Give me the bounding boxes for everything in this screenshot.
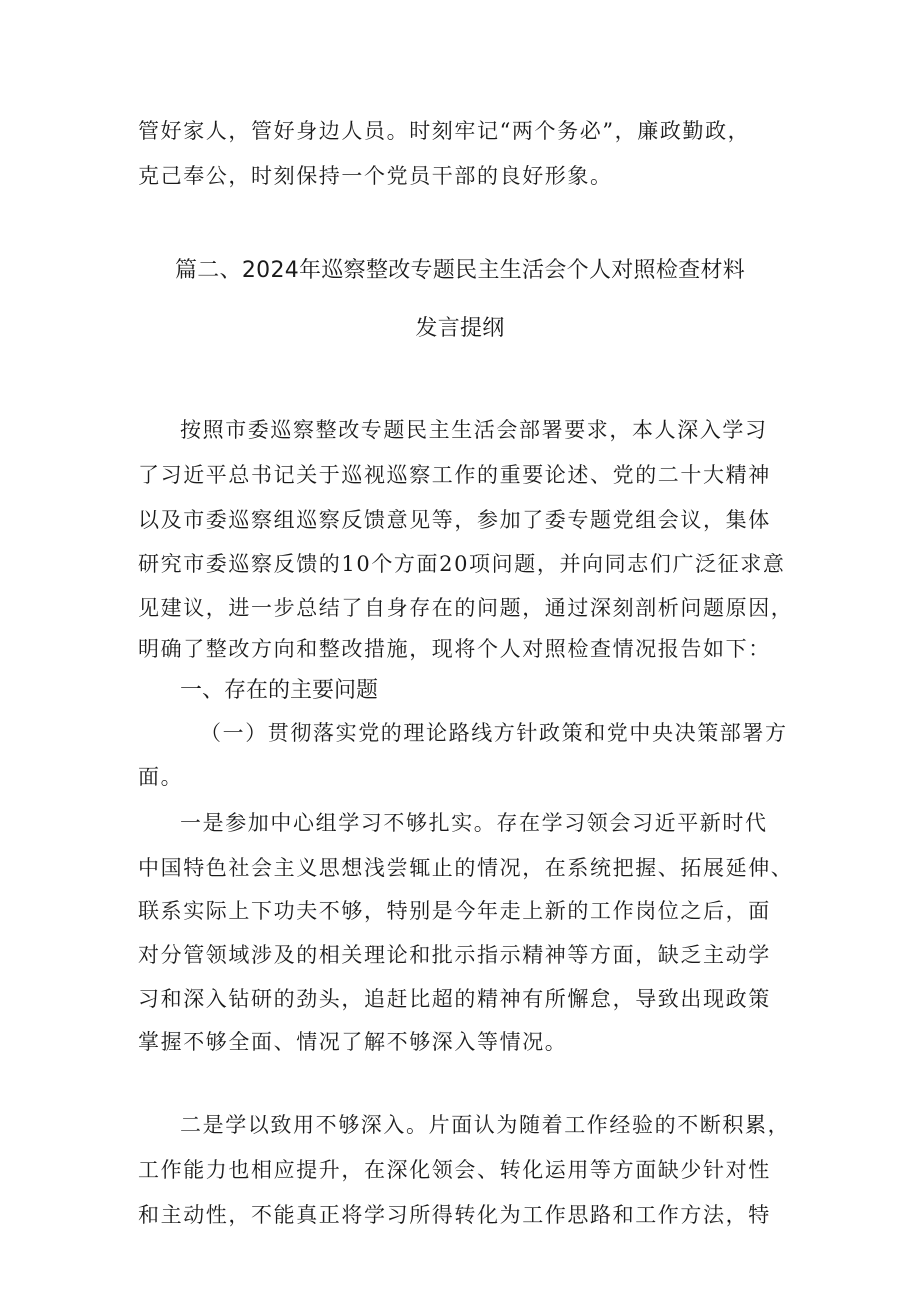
intro-paragraph-line: 见建议，进一步总结了自身存在的问题，通过深刻剖析问题原因， [138, 596, 794, 620]
paragraph-line: 一是参加中心组学习不够扎实。存在学习领会习近平新时代 [180, 811, 768, 835]
intro-paragraph-line: 研究市委巡察反馈的10个方面20项问题，并向同志们广泛征求意 [138, 552, 786, 576]
document-title-continued: 发言提纲 [415, 316, 505, 341]
paragraph-line: 联系实际上下功夫不够，特别是今年走上新的工作岗位之后，面 [138, 899, 771, 923]
document-title: 篇二、2024年巡察整改专题民主生活会个人对照检查材料 [174, 258, 746, 283]
paragraph-line: 习和深入钻研的劲头，追赶比超的精神有所懈怠，导致出现政策 [138, 987, 771, 1011]
paragraph-line: 二是学以致用不够深入。片面认为随着工作经验的不断积累， [180, 1113, 791, 1137]
intro-paragraph-line: 以及市委巡察组巡察反馈意见等，参加了委专题党组会议，集体 [138, 508, 771, 532]
section-heading: 一、存在的主要问题 [180, 678, 379, 703]
paragraph-line: 对分管领域涉及的相关理论和批示指示精神等方面，缺乏主动学 [138, 943, 771, 967]
subsection-heading-line: （一）贯彻落实党的理论路线方针政策和党中央决策部署方 [200, 721, 788, 745]
paragraph-line: 工作能力也相应提升，在深化领会、转化运用等方面缺少针对性 [138, 1158, 771, 1182]
subsection-heading-line: 面。 [138, 765, 184, 789]
paragraph-line: 掌握不够全面、情况了解不够深入等情况。 [138, 1030, 568, 1054]
paragraph-line: 中国特色社会主义思想浅尝辄止的情况，在系统把握、拓展延伸、 [138, 856, 794, 880]
paragraph-line: 和主动性，不能真正将学习所得转化为工作思路和工作方法，特 [138, 1203, 771, 1227]
intro-paragraph-line: 按照市委巡察整改专题民主生活会部署要求，本人深入学习 [180, 418, 768, 442]
body-text-line: 管好家人，管好身边人员。时刻牢记“两个务必”，廉政勤政， [138, 119, 751, 143]
intro-paragraph-line: 明确了整改方向和整改措施，现将个人对照检查情况报告如下： [138, 637, 771, 661]
intro-paragraph-line: 了习近平总书记关于巡视巡察工作的重要论述、党的二十大精神 [138, 463, 771, 487]
body-text-line: 克己奉公，时刻保持一个党员干部的良好形象。 [138, 164, 613, 188]
